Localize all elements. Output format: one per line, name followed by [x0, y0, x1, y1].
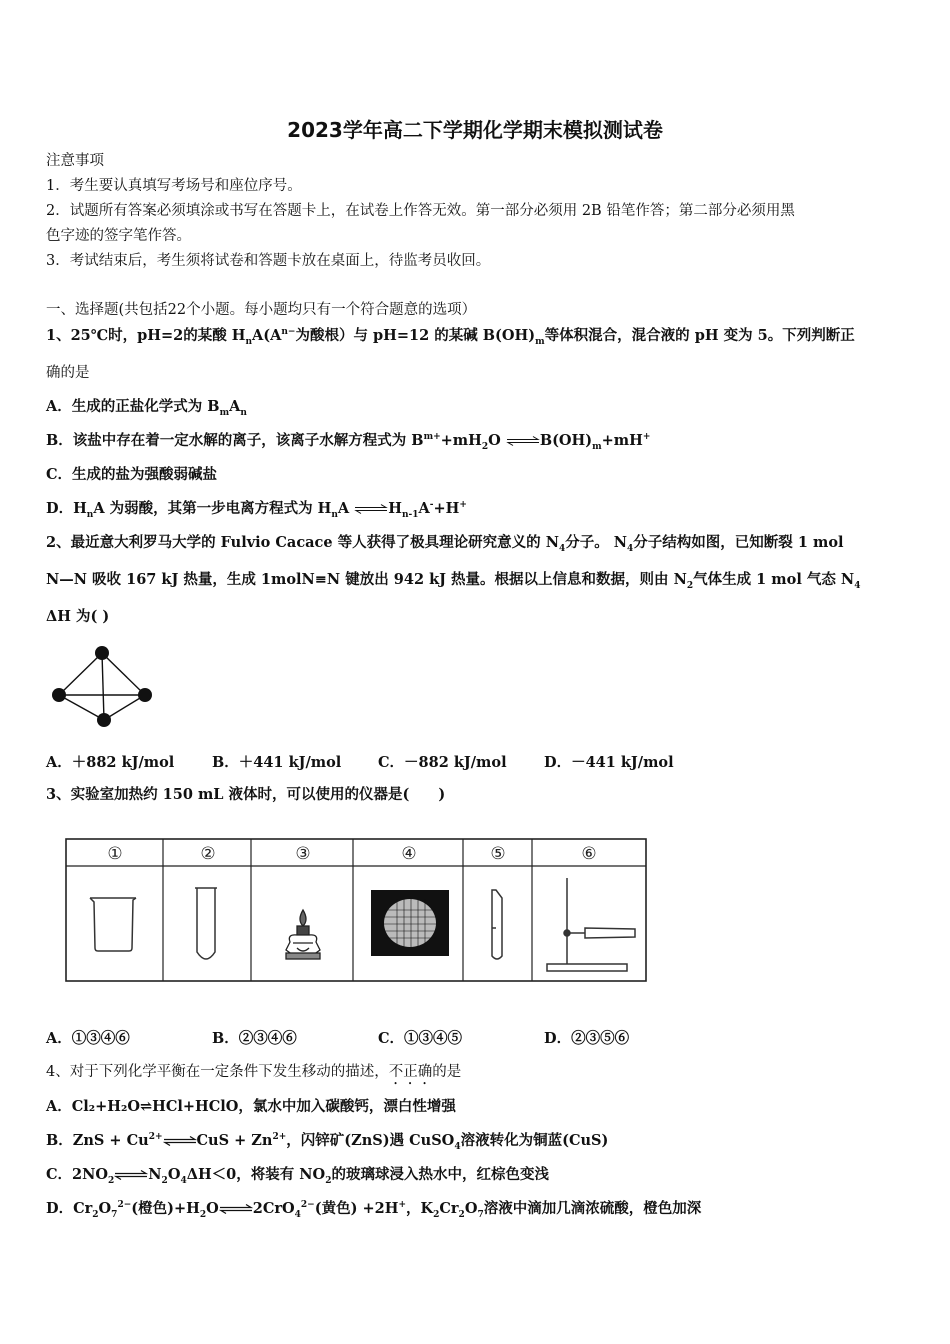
table-header-2: ② [200, 844, 216, 864]
equilibrium-arrow-icon [163, 1136, 197, 1146]
apparatus-table [65, 838, 648, 983]
q1-option-c[interactable]: C．生成的盐为强酸弱碱盐 [46, 466, 218, 483]
q4-stem: 4、对于下列化学平衡在一定条件下发生移动的描述，不正确的是 [46, 1064, 462, 1080]
q2-option-d[interactable]: D．－441 kJ/mol [544, 754, 674, 771]
table-header-1: ① [107, 844, 123, 864]
notice-heading: 注意事项 [46, 153, 104, 169]
q2-stem-line-3: ΔH 为( ) [46, 608, 110, 625]
q1-stem: 1、25℃时，pH=2的某酸 $H_nA(A^{n-}$为酸根）与 pH=12 的某碱 $B(OH)_m$等体积混合，混合液的 pH 变为 5。下列判断正 [46, 327, 855, 347]
table-header-6: ⑥ [581, 844, 597, 864]
q2-option-b[interactable]: B．＋441 kJ/mol [212, 754, 342, 771]
q1-stem-cont: 确的是 [46, 365, 90, 381]
q3-options [46, 1027, 629, 1048]
q3-option-a[interactable]: A．①③④⑥ [46, 1030, 130, 1047]
equilibrium-arrow-icon [114, 1170, 148, 1180]
q2-stem-line-1: 2、最近意大利罗马大学的 Fulvio Cacace 等人获得了极具理论研究意义的 $N_4$分子。 $N_4$分子结构如图，已知断裂 1 mol [46, 534, 844, 554]
table-header-4: ④ [401, 844, 417, 864]
atom-top [95, 646, 109, 660]
section-heading: 一、选择题(共包括22个小题。每小题均只有一个符合题意的选项） [46, 302, 477, 318]
q2-option-c[interactable]: C．－882 kJ/mol [378, 754, 507, 771]
table-header-5: ⑤ [490, 844, 506, 864]
table-header-3: ③ [295, 844, 311, 864]
q4-option-a[interactable]: A．Cl₂+H₂O⇌HCl+HClO，氯水中加入碳酸钙，漂白性增强 [46, 1098, 456, 1115]
notice-item-3: 3．考试结束后，考生须将试卷和答题卡放在桌面上，待监考员收回。 [46, 253, 491, 269]
q3-option-d[interactable]: D．②③⑤⑥ [544, 1030, 630, 1047]
atom-bottom [97, 713, 111, 727]
notice-item-2: 2．试题所有答案必须填涂或书写在答题卡上，在试卷上作答无效。第一部分必须用 2B 铅笔作答；第二部分必须用黑 [46, 203, 795, 219]
q2-option-a[interactable]: A．＋882 kJ/mol [46, 754, 175, 771]
q4-emphasis: 不正确 [388, 1064, 433, 1080]
atom-right [138, 688, 152, 702]
equilibrium-arrow-icon [219, 1204, 253, 1214]
q3-option-b[interactable]: B．②③④⑥ [212, 1030, 297, 1047]
q1-option-b[interactable]: B．该盐中存在着一定水解的离子，该离子水解方程式为 $B^{m+}+mH_2O$ $B(OH)_m+mH^+$ [46, 432, 651, 452]
n4-tetrahedron-figure [46, 645, 161, 730]
q1-option-d[interactable]: D．$H_nA$ 为弱酸，其第一步电离方程式为 $H_nA$ $H_{n-1}A^-+H^+$ [46, 500, 467, 520]
q1-option-a[interactable]: A．生成的正盐化学式为 $B_mA_n$ [46, 398, 247, 418]
page-title: 2023学年高二下学期化学期末模拟测试卷 [287, 118, 663, 142]
atom-left [52, 688, 66, 702]
notice-item-2-cont: 色字迹的签字笔作答。 [46, 228, 191, 244]
notice-item-1: 1．考生要认真填写考场号和座位序号。 [46, 178, 302, 194]
q2-options [46, 751, 674, 772]
q2-stem-line-2: N—N 吸收 167 kJ 热量，生成 1molN≡N 键放出 942 kJ 热量。根据以上信息和数据，则由 $N_2$气体生成 1 mol 气态 $N_4$ [46, 571, 861, 591]
q3-option-c[interactable]: C．①③④⑤ [378, 1030, 463, 1047]
q4-option-d[interactable]: D．$Cr_2O_7^{2-}$(橙色)$+H_2O$ 2CrO$_4^{2-}$(黄色) +2H+，$K_2Cr_2O_7$溶液中滴加几滴浓硫酸，橙色加深 [46, 1200, 702, 1220]
q3-stem: 3、实验室加热约 150 mL 液体时，可以使用的仪器是( ) [46, 786, 446, 803]
wire-gauze-icon [371, 890, 449, 956]
equilibrium-arrow-icon [354, 504, 388, 514]
equilibrium-arrow-icon [506, 436, 540, 446]
q4-option-b[interactable]: B．ZnS + $Cu^{2+}$ CuS + $Zn^{2+}$，闪锌矿(ZnS)遇 CuSO$_4$溶液转化为铜蓝(CuS) [46, 1132, 609, 1152]
q4-option-c[interactable]: C．$2NO_2$ $N_2O_4\Delta H<0$，将装有 $NO_2$的玻璃球浸入热水中，红棕色变浅 [46, 1166, 549, 1186]
